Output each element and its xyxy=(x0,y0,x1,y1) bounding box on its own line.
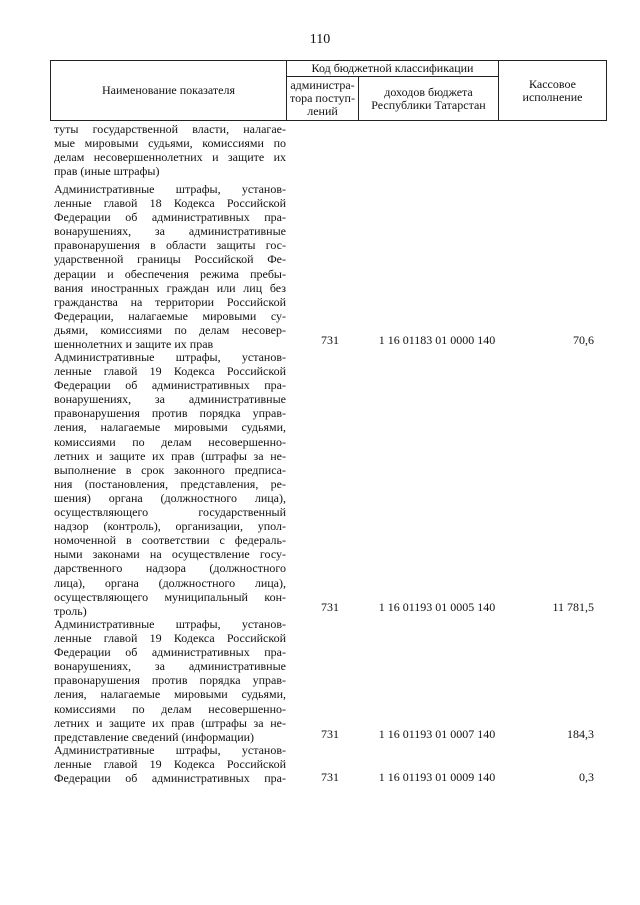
admin-code: 731 xyxy=(321,333,339,347)
income-code: 1 16 01193 01 0005 140 xyxy=(378,600,496,614)
execution-amount: 70,6 xyxy=(573,333,594,347)
table-row: Административные штрафы, установ- ленные главой 18 Кодекса Российской Федерации об административных пра- вонарушениях, за административные правонарушения в области защиты гос- ударственной границы Российской Фе- дерации и обеспечения режима пребы- вания иностранных граждан или лиц без гражданства на территории Российской Федерации, налагаемые мировыми су- дьями, комиссиями по делам несовер- шеннолетних и защите их прав xyxy=(54,182,286,352)
income-code: 1 16 01193 01 0007 140 xyxy=(378,727,496,741)
table-row: Административные штрафы, установ- ленные главой 19 Кодекса Российской Федерации об административных пра- вонарушениях, за административные правонарушения против порядка управ- ления, налагаемые мировыми судьями, комиссиями по делам несовершенно- летних и защите их прав (штрафы за не- выполнение в срок законного предписа- ния (постановления, представления, ре- шения) органа (должностного лица), осуществляющего государственный надзор (контроль), организации, упол- номоченной в соответствии с федераль- ными законами на осуществление госу- дарственного надзора (должностного лица), органа (должностного лица), осуществляющего муниципальный кон- троль) xyxy=(54,350,286,618)
execution-amount: 11 781,5 xyxy=(552,600,594,614)
column-header-execution: Кассовое исполнение xyxy=(499,61,607,121)
table-row: Административные штрафы, установ- ленные главой 19 Кодекса Российской Федерации об административных пра- xyxy=(54,743,286,786)
column-header-admin: администра- тора поступ- лений xyxy=(287,77,359,121)
page-number: 110 xyxy=(309,32,331,47)
table-row: Административные штрафы, установ- ленные главой 19 Кодекса Российской Федерации об административных пра- вонарушениях, за административные правонарушения против порядка управ- ления, налагаемые мировыми судьями, комиссиями по делам несовершенно- летних и защите их прав (штрафы за не- представление сведений (информации) xyxy=(54,617,286,744)
column-header-name: Наименование показателя xyxy=(51,61,287,121)
admin-code: 731 xyxy=(321,770,339,784)
income-code: 1 16 01183 01 0000 140 xyxy=(378,333,496,347)
column-header-classification: Код бюджетной классификации xyxy=(287,61,499,77)
admin-code: 731 xyxy=(321,600,339,614)
income-code: 1 16 01193 01 0009 140 xyxy=(378,770,496,784)
execution-amount: 0,3 xyxy=(579,770,594,784)
column-header-income: доходов бюджета Республики Татарстан xyxy=(359,77,499,121)
table-row: туты государственной власти, налагае- мые мировыми судьями, комиссиями по делам несовершеннолетних и защите их прав (иные штрафы) xyxy=(54,122,286,179)
execution-amount: 184,3 xyxy=(567,727,594,741)
table-header xyxy=(50,60,607,121)
admin-code: 731 xyxy=(321,727,339,741)
